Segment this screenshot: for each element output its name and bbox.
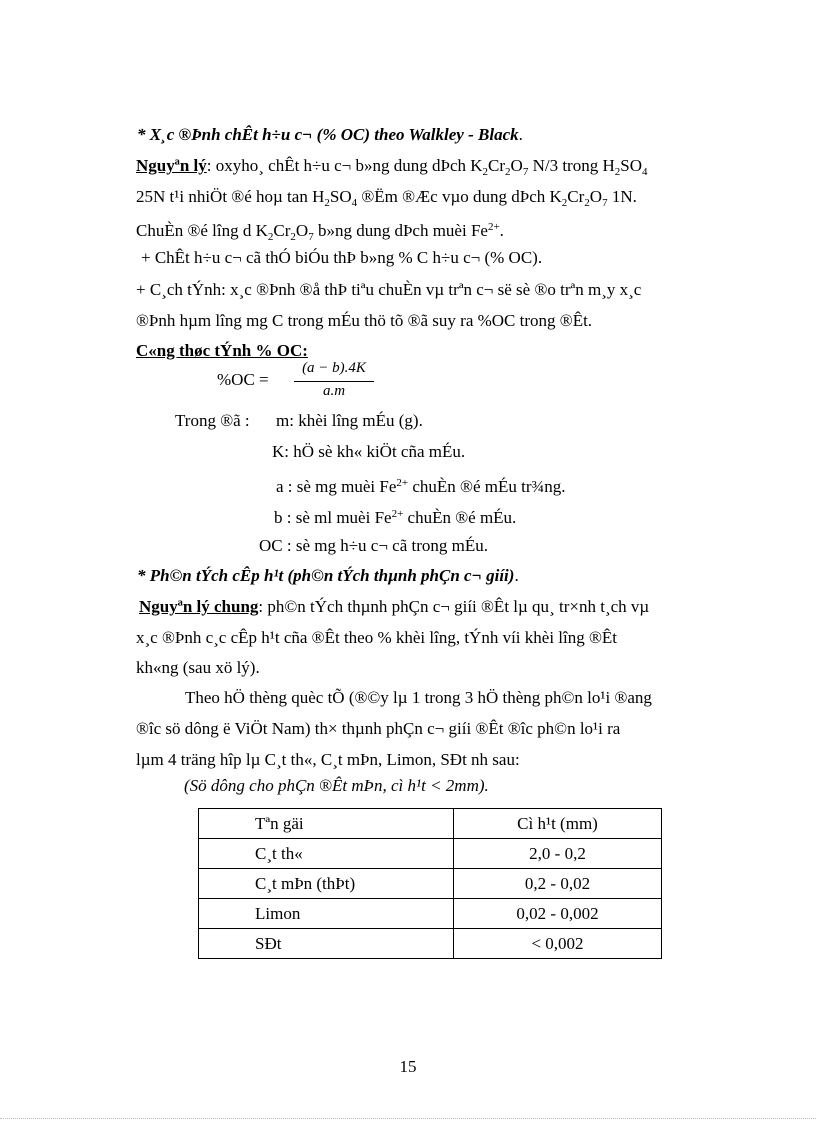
cell-name: C¸t mÞn (thÞt) bbox=[199, 869, 454, 899]
general-principle-label: Nguyªn lý chung bbox=[139, 597, 259, 616]
formula-denominator: a.m bbox=[322, 383, 346, 399]
classification-line-3: lµm 4 träng hîp lµ C¸t th«, C¸t mÞn, Limon, SÐt nh sau: bbox=[136, 750, 520, 769]
fine-soil-note: (Sö dông cho phÇn ®Êt mÞn, cì h¹t < 2mm). bbox=[184, 776, 489, 795]
formula-heading: C«ng thøc tÝnh % OC: bbox=[136, 341, 308, 360]
principle-line-2: 25N t¹i nhiÖt ®é hoµ $\tan H_2SO_4$ ®Ëm ®Æc vµo dung dÞch $K_2Cr_2O_7$ 1N. bbox=[136, 187, 637, 209]
organic-carbon-note: + ChÊt h÷u c¬ cã thÓ biÓu thÞ b»ng % C h÷u c¬ (% OC). bbox=[141, 248, 543, 267]
where-label: Trong ®ã : bbox=[175, 411, 250, 430]
header-name: Tªn gäi bbox=[199, 809, 454, 839]
calculation-line-2: ®Þnh hµm lîng mg C trong mÉu thö tõ ®ã suy ra %OC trong ®Êt. bbox=[136, 311, 593, 330]
cell-name: Limon bbox=[199, 899, 454, 929]
cell-size: < 0,002 bbox=[454, 929, 662, 959]
section-heading-organic-carbon: * X¸c ®Þnh chÊt h÷u c¬ (% OC) theo Walkley - Black. bbox=[137, 125, 523, 144]
where-m: m: khèi lîng mÉu (g). bbox=[276, 411, 423, 430]
principle-label: Nguyªn lý bbox=[136, 156, 207, 175]
page-bottom-divider bbox=[0, 1118, 816, 1119]
formula-lhs: %OC = bbox=[217, 370, 269, 389]
table-row bbox=[199, 929, 662, 959]
cell-size: 2,0 - 0,2 bbox=[454, 839, 662, 869]
page-number: 15 bbox=[399, 1057, 417, 1076]
header-size: Cì h¹t (mm) bbox=[454, 809, 662, 839]
where-oc: OC : sè mg h÷u c¬ cã trong mÉu. bbox=[259, 536, 489, 555]
formula-numerator: (a − b).4K bbox=[302, 360, 366, 376]
cell-name: C¸t th« bbox=[199, 839, 454, 869]
where-b: b : sè ml muèi $Fe^{2+}$ chuÈn ®é mÉu. bbox=[274, 508, 517, 527]
classification-line-2: ®îc sö dông ë ViÖt Nam) th× thµnh phÇn c¬ giíi ®Êt ®îc ph©n lo¹i ra bbox=[136, 719, 621, 738]
cell-size: 0,2 - 0,02 bbox=[454, 869, 662, 899]
principle-line-1: Nguyªn lý: oxyho¸ chÊt h÷u c¬ b»ng dung dÞch $K_2Cr_2O_7$ N/3 trong $H_2SO_4$ bbox=[136, 156, 648, 178]
cell-size: 0,02 - 0,002 bbox=[454, 899, 662, 929]
calculation-line-1: + C¸ch tÝnh: x¸c ®Þnh ®å thÞ tiªu chuÈn vµ trªn c¬ së sè ®o trªn m¸y x¸c bbox=[136, 280, 642, 299]
general-principle-line-3: kh«ng (sau xö lý). bbox=[136, 658, 260, 677]
principle-line-3: ChuÈn ®é lîng d $K_2Cr_2O_7$ b»ng dung dÞch muèi $Fe^{2+}$. bbox=[136, 221, 504, 243]
classification-line-1: Theo hÖ thèng quèc tÕ (®©y lµ 1 trong 3 hÖ thèng ph©n lo¹i ®ang bbox=[185, 688, 652, 707]
general-principle-line-2: x¸c ®Þnh c¸c cÊp h¹t cña ®Êt theo % khèi lîng, tÝnh víi khèi lîng ®Êt bbox=[136, 628, 618, 647]
formula-fraction-bar bbox=[294, 381, 374, 382]
general-principle-line-1: Nguyªn lý chung: ph©n tÝch thµnh phÇn c¬ giíi ®Êt lµ qu¸ tr×nh t¸ch vµ bbox=[139, 597, 650, 616]
table-row bbox=[199, 899, 662, 929]
table-header-row bbox=[199, 809, 662, 839]
where-k: K: hÖ sè kh« kiÖt cña mÉu. bbox=[272, 442, 466, 461]
table-row bbox=[199, 869, 662, 899]
particle-size-table bbox=[198, 808, 662, 959]
section-heading-particle-size: * Ph©n tÝch cÊp h¹t (ph©n tÝch thµnh phÇn c¬ giíi). bbox=[137, 566, 519, 585]
where-a: a : sè mg muèi $Fe^{2+}$ chuÈn ®é mÉu tr¾ng. bbox=[276, 477, 566, 496]
cell-name: SÐt bbox=[199, 929, 454, 959]
table-row bbox=[199, 839, 662, 869]
